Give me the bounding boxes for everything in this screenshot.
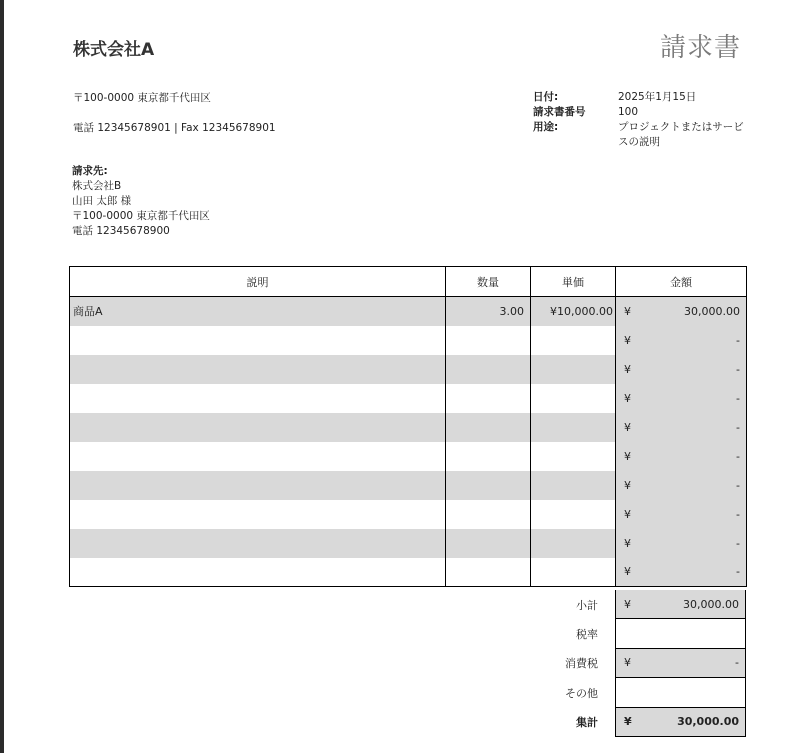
other-row: [540, 678, 746, 707]
cell-quantity: [446, 558, 531, 587]
tax-rate-box: [615, 619, 746, 648]
subtotal-value: 30,000.00: [683, 597, 739, 611]
cell-unit-price: [531, 355, 616, 384]
cell-amount: [616, 413, 747, 442]
bill-to-address: 〒100-0000 東京都千代田区: [72, 210, 210, 222]
amount-value: -: [736, 449, 740, 463]
table-row: [70, 500, 747, 529]
cell-description: [70, 413, 446, 442]
cell-quantity: [446, 355, 531, 384]
cell-amount: [616, 471, 747, 500]
amount-value: -: [736, 362, 740, 376]
cell-quantity: [446, 442, 531, 471]
invoice-meta: [533, 90, 748, 150]
meta-date-value: 2025年1月15日: [618, 91, 697, 103]
totals-block: [540, 590, 746, 737]
cell-description: [70, 326, 446, 355]
amount-value: -: [736, 565, 740, 579]
page-left-edge: [0, 0, 4, 753]
subtotal-box: [615, 590, 746, 619]
header-description: 説明: [70, 267, 446, 297]
header-amount: 金額: [616, 267, 747, 297]
other-label: その他: [565, 686, 598, 700]
currency-symbol: ¥: [624, 333, 631, 347]
amount-value: -: [736, 391, 740, 405]
items-header-row: [70, 267, 747, 297]
table-row: [70, 558, 747, 587]
cell-unit-price: [531, 326, 616, 355]
subtotal-label: 小計: [576, 598, 598, 612]
tax-rate-row: [540, 619, 746, 648]
cell-unit-price: [531, 413, 616, 442]
sender-address: 〒100-0000 東京都千代田区: [73, 92, 211, 104]
currency-symbol: ¥: [624, 449, 631, 463]
cell-description: [70, 355, 446, 384]
cell-quantity: 3.00: [446, 297, 531, 326]
cell-amount: [616, 500, 747, 529]
header-unit-price: 単価: [531, 267, 616, 297]
bill-to-heading: 請求先:: [72, 165, 108, 177]
amount-value: -: [736, 420, 740, 434]
table-row: [70, 355, 747, 384]
total-box: [615, 708, 746, 737]
table-row: [70, 297, 747, 326]
table-row: [70, 384, 747, 413]
cell-amount: [616, 355, 747, 384]
currency-symbol: ¥: [624, 391, 631, 405]
currency-symbol: ¥: [624, 362, 631, 376]
cell-unit-price: [531, 558, 616, 587]
meta-date-row: [533, 90, 748, 105]
meta-date-label: 日付:: [533, 91, 559, 103]
amount-value: -: [736, 478, 740, 492]
tax-value: -: [735, 656, 739, 670]
cell-quantity: [446, 471, 531, 500]
cell-unit-price: [531, 384, 616, 413]
currency-symbol: ¥: [624, 507, 631, 521]
subtotal-row: [540, 590, 746, 619]
cell-quantity: [446, 500, 531, 529]
cell-description: [70, 529, 446, 558]
total-label: 集計: [576, 716, 598, 730]
meta-purpose-row: [533, 120, 748, 150]
currency-symbol: ¥: [624, 656, 631, 670]
bill-to-block: [72, 164, 210, 239]
cell-unit-price: [531, 529, 616, 558]
cell-quantity: [446, 326, 531, 355]
currency-symbol: ¥: [624, 565, 631, 579]
tax-rate-label: 税率: [576, 628, 598, 642]
cell-quantity: [446, 529, 531, 558]
currency-symbol: ¥: [624, 536, 631, 550]
currency-symbol: ¥: [624, 304, 631, 318]
other-box: [615, 678, 746, 707]
bill-to-person: 山田 太郎 様: [72, 195, 132, 207]
cell-description: [70, 500, 446, 529]
cell-description: 商品A: [70, 297, 446, 326]
cell-description: [70, 471, 446, 500]
cell-amount: [616, 326, 747, 355]
meta-number-label: 請求書番号: [533, 106, 586, 118]
cell-unit-price: [531, 500, 616, 529]
cell-description: [70, 384, 446, 413]
cell-unit-price: [531, 471, 616, 500]
tax-label: 消費税: [565, 657, 598, 671]
bill-to-company: 株式会社B: [72, 180, 122, 192]
table-row: [70, 442, 747, 471]
cell-quantity: [446, 413, 531, 442]
cell-description: [70, 442, 446, 471]
cell-amount: [616, 558, 747, 587]
meta-purpose-label: 用途:: [533, 121, 559, 133]
sender-phone: 電話 12345678901 | Fax 12345678901: [73, 122, 276, 134]
table-row: [70, 529, 747, 558]
table-row: [70, 471, 747, 500]
cell-amount: [616, 442, 747, 471]
cell-amount: [616, 384, 747, 413]
cell-unit-price: ¥10,000.00: [531, 297, 616, 326]
items-table: [69, 266, 747, 587]
header-quantity: 数量: [446, 267, 531, 297]
cell-amount: [616, 529, 747, 558]
table-row: [70, 413, 747, 442]
currency-symbol: ¥: [624, 478, 631, 492]
meta-number-value: 100: [618, 106, 639, 118]
company-name: 株式会社A: [73, 40, 155, 60]
table-row: [70, 326, 747, 355]
tax-box: [615, 649, 746, 678]
total-value: 30,000.00: [677, 715, 739, 729]
currency-symbol: ¥: [624, 420, 631, 434]
currency-symbol: ¥: [624, 597, 631, 611]
amount-value: -: [736, 536, 740, 550]
document-title: 請求書: [659, 33, 741, 63]
cell-amount: [616, 297, 747, 326]
cell-unit-price: [531, 442, 616, 471]
meta-purpose-value: プロジェクトまたはサービスの説明: [618, 121, 744, 148]
cell-quantity: [446, 384, 531, 413]
amount-value: -: [736, 507, 740, 521]
meta-number-row: [533, 105, 748, 120]
tax-row: [540, 649, 746, 678]
bill-to-phone: 電話 12345678900: [72, 225, 170, 237]
currency-symbol: ¥: [624, 715, 632, 729]
total-row: [540, 708, 746, 737]
cell-description: [70, 558, 446, 587]
amount-value: -: [736, 333, 740, 347]
amount-value: 30,000.00: [684, 304, 740, 318]
